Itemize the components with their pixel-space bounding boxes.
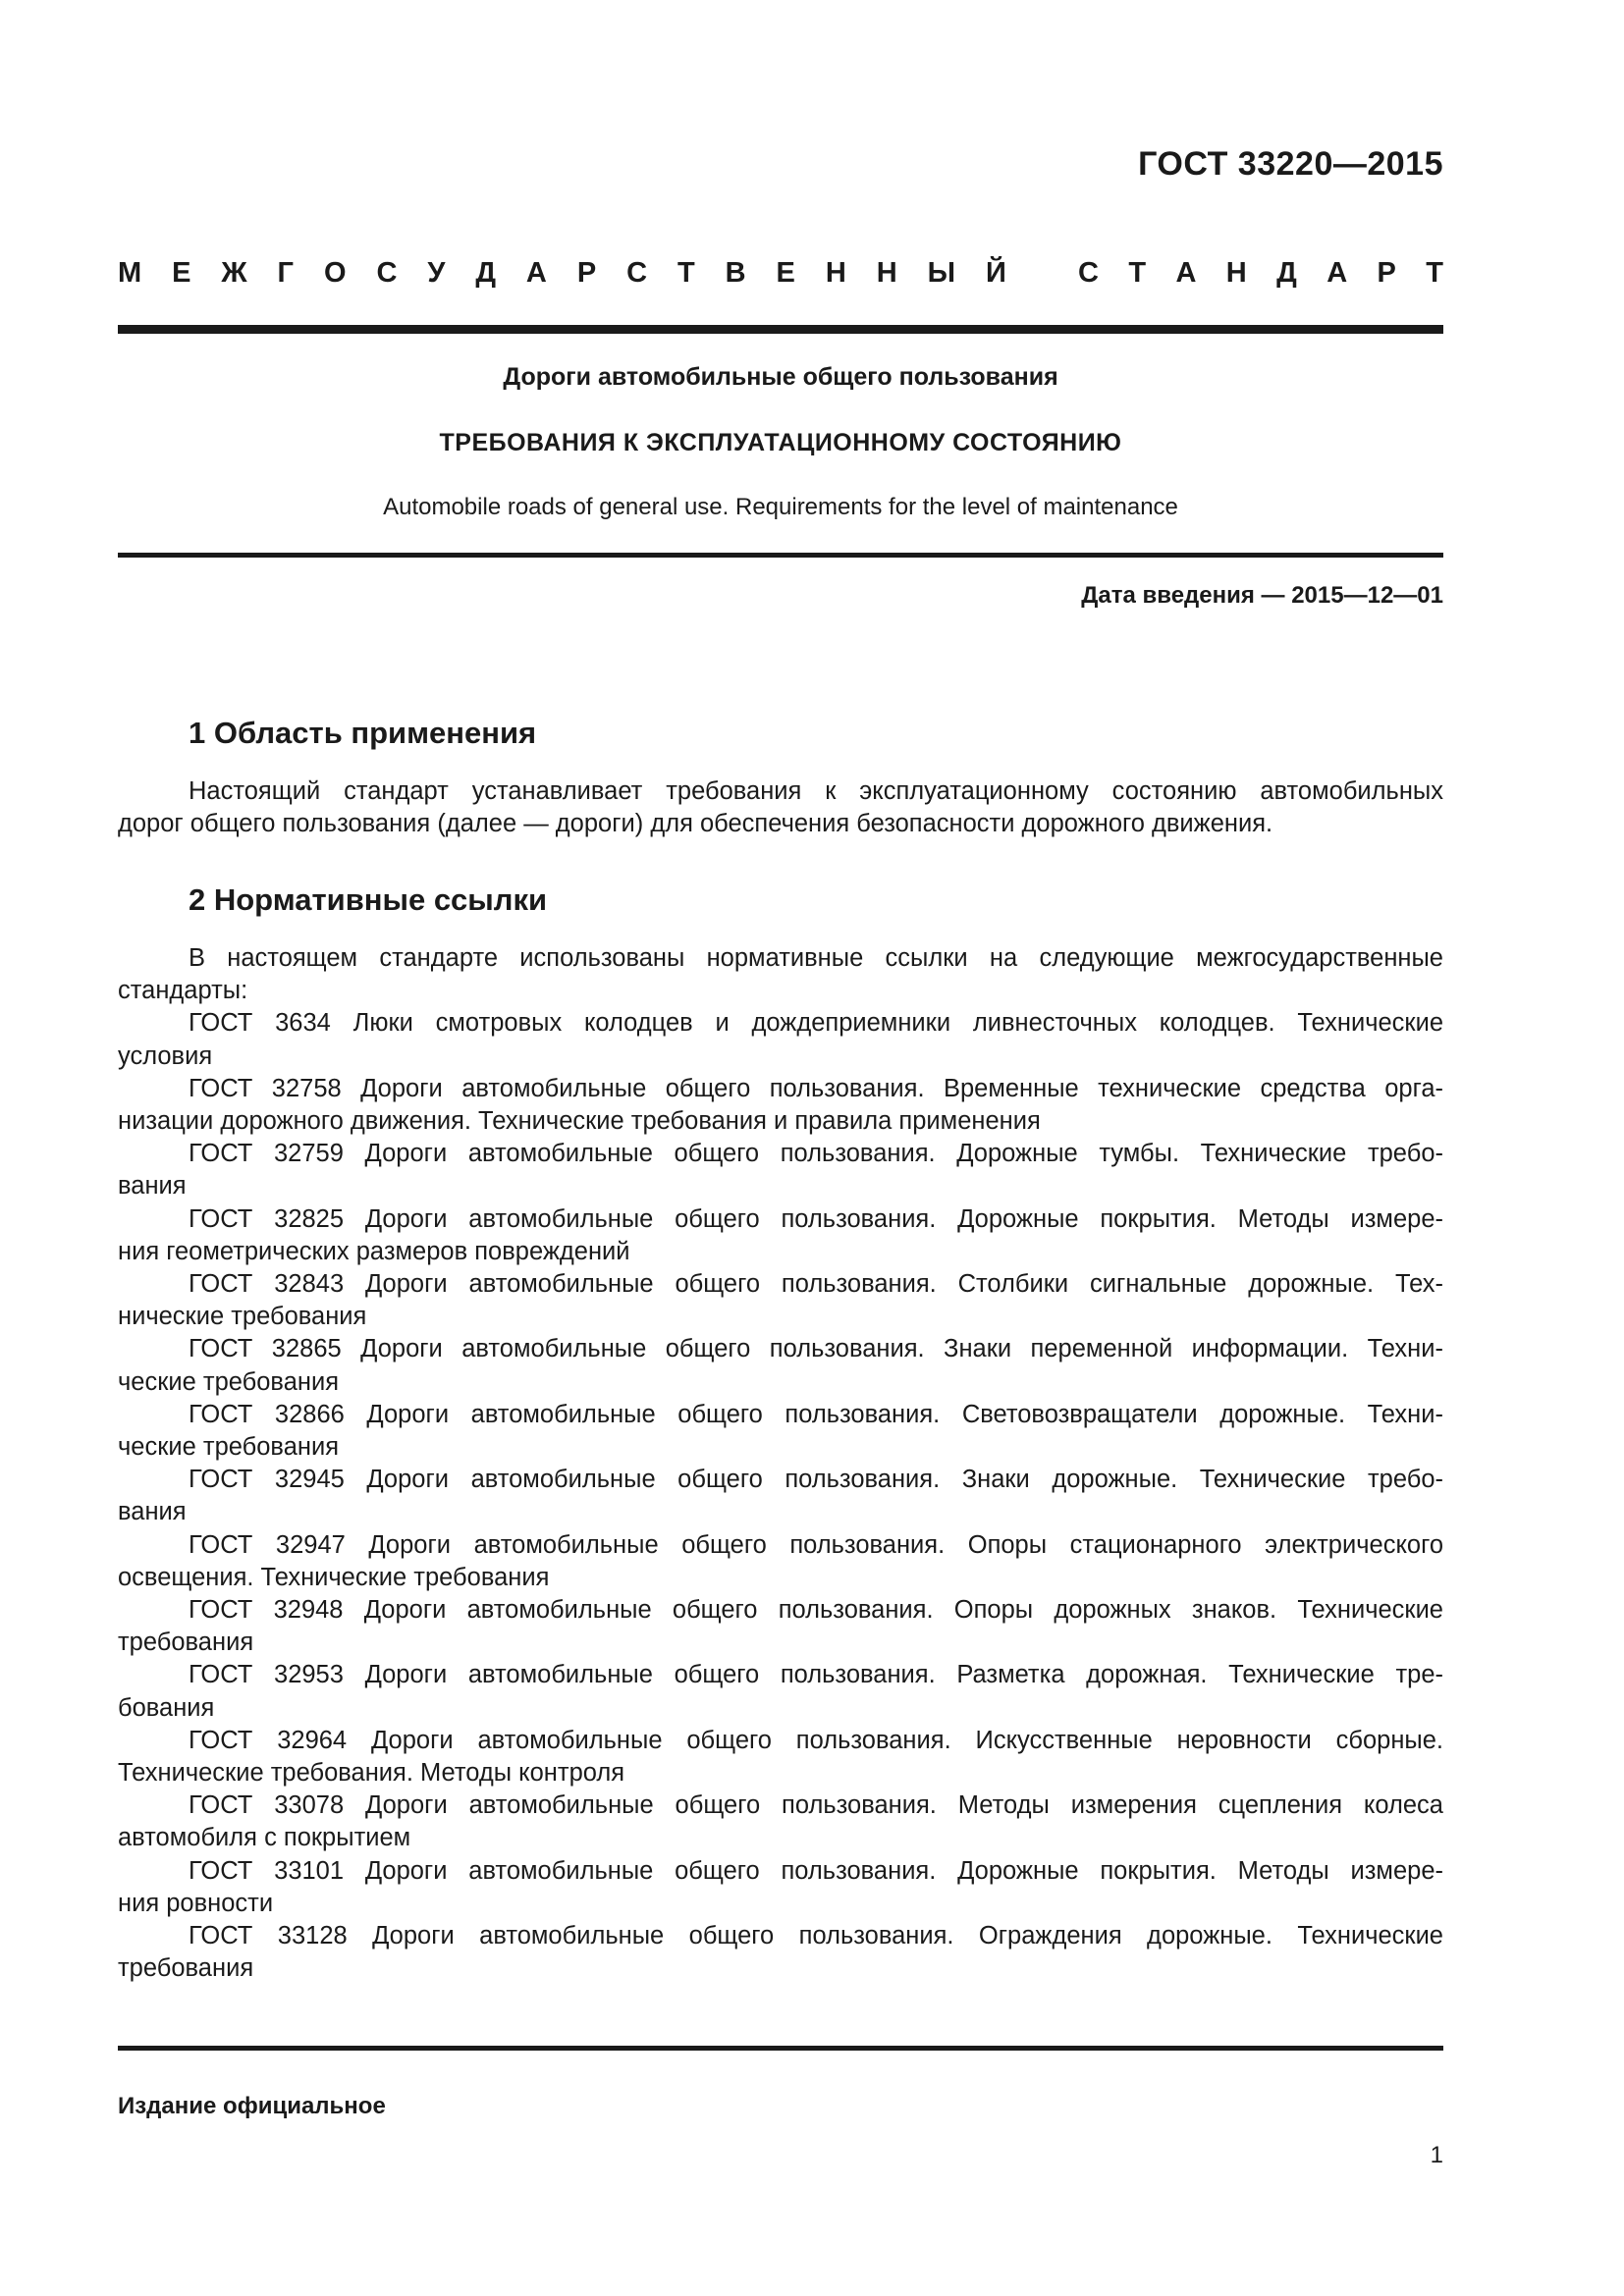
- standard-kind-word-interstate: [118, 257, 1006, 290]
- letter: Н: [1225, 257, 1247, 289]
- reference-line: ГОСТ 33101 Дороги автомобильные общего пользования. Дорожные покрытия. Методы измере-: [189, 1856, 1443, 1885]
- header-divider: [118, 325, 1443, 334]
- letter: Т: [1426, 257, 1443, 289]
- section-2-heading: 2 Нормативные ссылки: [189, 882, 548, 917]
- introduction-date: Дата введения — 2015—12—01: [1081, 582, 1443, 609]
- standard-kind: [118, 257, 1443, 290]
- reference-line: ГОСТ 32948 Дороги автомобильные общего пользования. Опоры дорожных знаков. Технические: [189, 1596, 1443, 1625]
- letter: О: [323, 257, 347, 289]
- letter: А: [1326, 257, 1348, 289]
- document-title-en: Automobile roads of general use. Requirements for the level of maintenance: [383, 494, 1178, 520]
- reference-line: условия: [118, 1041, 213, 1070]
- reference-line: ГОСТ 32953 Дороги автомобильные общего пользования. Разметка дорожная. Технические тре-: [189, 1661, 1443, 1689]
- reference-line: вания: [118, 1172, 187, 1201]
- letter: Ж: [221, 257, 247, 289]
- letter: Д: [475, 257, 496, 289]
- gost-number: ГОСТ 33220—2015: [1138, 145, 1443, 183]
- reference-line: ГОСТ 32843 Дороги автомобильные общего пользования. Столбики сигнальные дорожные. Тех-: [189, 1270, 1443, 1299]
- standard-kind-word-standard: [1078, 257, 1443, 290]
- reference-line: ГОСТ 32945 Дороги автомобильные общего пользования. Знаки дорожные. Технические требо-: [189, 1466, 1443, 1494]
- letter: С: [1078, 257, 1099, 289]
- letter: С: [376, 257, 398, 289]
- reference-line: освещения. Технические требования: [118, 1563, 550, 1591]
- letter: Ы: [927, 257, 955, 289]
- letter: Т: [1128, 257, 1147, 289]
- section-1-text: [118, 775, 1443, 840]
- letter: Е: [776, 257, 795, 289]
- document-page: [118, 0, 1443, 2296]
- letter: А: [1175, 257, 1197, 289]
- page-number: 1: [1430, 2142, 1443, 2168]
- reference-line: низации дорожного движения. Технические требования и правила применения: [118, 1107, 1041, 1136]
- letter: Е: [172, 257, 191, 289]
- title-divider: [118, 553, 1443, 558]
- section-1-heading: 1 Область применения: [189, 716, 537, 750]
- reference-line: ГОСТ 32964 Дороги автомобильные общего пользования. Искусственные неровности сборные.: [189, 1726, 1443, 1754]
- document-subject: Дороги автомобильные общего пользования: [503, 363, 1058, 391]
- letter: Н: [876, 257, 897, 289]
- reference-line: ГОСТ 32865 Дороги автомобильные общего пользования. Знаки переменной информации. Техни-: [189, 1335, 1443, 1363]
- letter: Г: [277, 257, 294, 289]
- reference-line: нические требования: [118, 1303, 367, 1331]
- reference-line: ГОСТ 32758 Дороги автомобильные общего пользования. Временные технические средства орга-: [189, 1074, 1443, 1102]
- document-title: ТРЕБОВАНИЯ К ЭКСПЛУАТАЦИОННОМУ СОСТОЯНИЮ: [439, 429, 1122, 456]
- reference-line: требования: [118, 1954, 254, 1983]
- official-edition-label: Издание официальное: [118, 2093, 386, 2119]
- reference-line: требования: [118, 1629, 254, 1657]
- letter: Н: [825, 257, 846, 289]
- reference-line: бования: [118, 1693, 215, 1722]
- letter: Р: [576, 257, 597, 289]
- letter: А: [525, 257, 547, 289]
- letter: Р: [1377, 257, 1396, 289]
- reference-line: ческие требования: [118, 1433, 340, 1462]
- reference-line: ния ровности: [118, 1889, 274, 1917]
- reference-line: ГОСТ 3634 Люки смотровых колодцев и дождеприемники ливнесточных колодцев. Технические: [189, 1009, 1443, 1038]
- reference-line: вания: [118, 1498, 187, 1526]
- letter: В: [725, 257, 746, 289]
- reference-line: ГОСТ 33128 Дороги автомобильные общего пользования. Ограждения дорожные. Технические: [189, 1922, 1443, 1950]
- reference-line: ГОСТ 32759 Дороги автомобильные общего пользования. Дорожные тумбы. Технические требо-: [189, 1140, 1443, 1168]
- letter: Й: [985, 257, 1006, 289]
- text-line: Настоящий стандарт устанавливает требования к эксплуатационному состоянию автомобильных: [189, 777, 1443, 805]
- letter: М: [118, 257, 142, 289]
- letter: Т: [677, 257, 695, 289]
- reference-line: ческие требования: [118, 1367, 340, 1396]
- letter: С: [626, 257, 648, 289]
- reference-line: Технические требования. Методы контроля: [118, 1759, 625, 1788]
- letter: У: [427, 257, 446, 289]
- text-line: дорог общего пользования (далее — дороги) для обеспечения безопасности дорожного движения.: [118, 810, 1273, 838]
- reference-line: ГОСТ 32866 Дороги автомобильные общего пользования. Световозвращатели дорожные. Техни-: [189, 1400, 1443, 1428]
- reference-line: ГОСТ 32947 Дороги автомобильные общего пользования. Опоры стационарного электрического: [189, 1530, 1443, 1559]
- reference-line: ния геометрических размеров повреждений: [118, 1237, 630, 1265]
- letter: Д: [1276, 257, 1297, 289]
- reference-line: автомобиля с покрытием: [118, 1824, 411, 1852]
- footer-divider: [118, 2046, 1443, 2051]
- text-line: В настоящем стандарте использованы нормативные ссылки на следующие межгосударственные: [189, 944, 1443, 972]
- reference-line: ГОСТ 32825 Дороги автомобильные общего пользования. Дорожные покрытия. Методы измере-: [189, 1204, 1443, 1233]
- section-2-text: [118, 942, 1443, 1986]
- text-line: стандарты:: [118, 977, 248, 1005]
- reference-line: ГОСТ 33078 Дороги автомобильные общего пользования. Методы измерения сцепления колеса: [189, 1791, 1443, 1820]
